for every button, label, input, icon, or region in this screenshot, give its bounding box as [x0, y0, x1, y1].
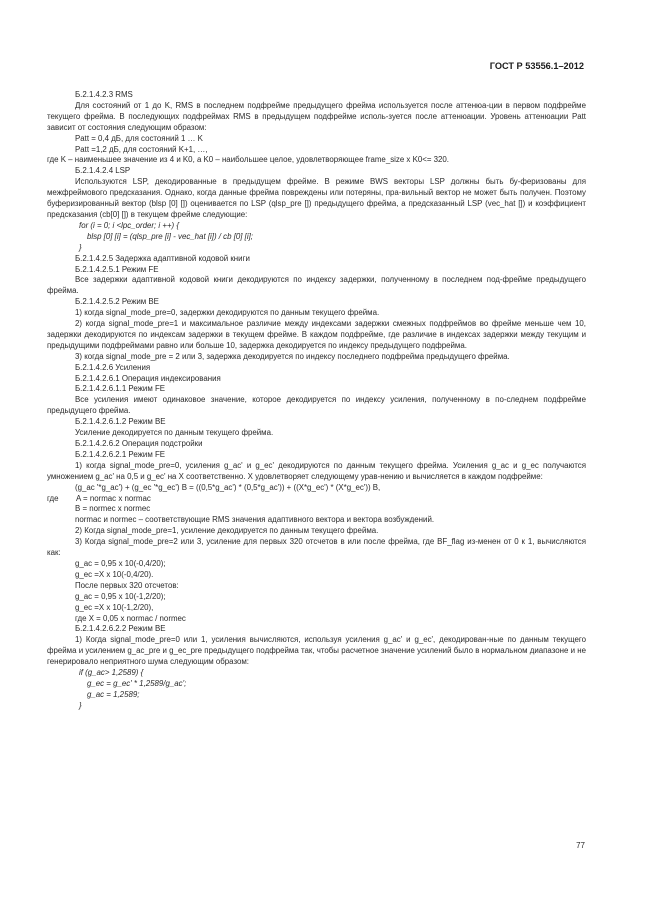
paragraph: Все усиления имеют одинаковое значение, которое декодируется по индексу усиления, полученному в по-следнем подфрейме предыдущего фрейма.: [47, 395, 586, 416]
paragraph: g_ac = 1,2589;: [87, 689, 140, 699]
paragraph: Б.2.1.4.2.4 LSP: [75, 166, 131, 176]
paragraph: 2) Когда signal_mode_pre=1, усиление декодируется по данным текущего фрейма.: [75, 526, 379, 536]
paragraph: }: [79, 242, 82, 252]
paragraph: Б.2.1.4.2.6.2.2 Режим BE: [75, 624, 166, 634]
paragraph: g_ec =X x 10(-1,2/20),: [75, 602, 154, 612]
paragraph: g_ac = 0,95 x 10(-1,2/20);: [75, 591, 166, 601]
document-body: [47, 90, 586, 712]
document-header: ГОСТ Р 53556.1–2012: [489, 61, 584, 71]
paragraph: 3) когда signal_mode_pre = 2 или 3, задержка декодируется по индексу последнего подфрейма предыдущего фрейма.: [75, 351, 510, 361]
paragraph: Б.2.1.4.2.5.2 Режим BE: [75, 297, 159, 307]
paragraph: 1) Когда signal_mode_pre=0 или 1, усиления вычисляются, используя усиления g_ac' и g_ec', декодирован-ные по данным текущего фрейма и усилением g_ac_pre и g_ec_pre предыдущего подфрейма так, чтобы расчетное значение усилений было в нормальном диапазоне и не генерировало неприятного шума следующим образом:: [47, 635, 586, 667]
paragraph: Б.2.1.4.2.3 RMS: [75, 90, 133, 99]
paragraph: Б.2.1.4.2.6.1 Операция индексирования: [75, 373, 221, 383]
page-number: 77: [576, 841, 585, 850]
paragraph: Б.2.1.4.2.5 Задержка адаптивной кодовой книги: [75, 253, 250, 263]
paragraph: g_ec =X x 10(-0,4/20).: [75, 569, 154, 579]
paragraph: if (g_ac> 1,2589) {: [79, 668, 144, 678]
paragraph: Усиление декодируется по данным текущего фрейма.: [75, 428, 274, 438]
paragraph: Для состояний от 1 до K, RMS в последнем подфрейме предыдущего фрейма используется после аттенюа-ции в первом подфрейме текущего фрейма. В последующих подфреймах RMS в предыдущем подфрейме исполь-зуется после аттенюации. Уровень аттенюации Patt зависит от состояния следующим образом:: [47, 100, 586, 132]
paragraph: 3) Когда signal_mode_pre=2 или 3, усиление для первых 320 отсчетов в или после фрейма, где BF_flag из-менен от 0 к 1, вычисляются как:: [47, 537, 586, 558]
paragraph: Б.2.1.4.2.5.1 Режим FE: [75, 264, 159, 274]
paragraph: g_ec = g_ec' * 1,2589/g_ac';: [87, 678, 187, 688]
paragraph: где K – наименьшее значение из 4 и K0, а K0 – наибольшее целое, удовлетворяющее frame_size x K0<= 320.: [47, 155, 449, 165]
paragraph: normac и normec – соответствующие RMS значения адаптивного вектора и вектора возбуждений.: [75, 515, 435, 525]
paragraph: Patt = 0,4 дБ, для состояний 1 … K: [75, 133, 203, 143]
paragraph: где X = 0,05 x normac / normec: [75, 613, 186, 623]
paragraph: Б.2.1.4.2.6.2 Операция подстройки: [75, 439, 203, 448]
paragraph: (g_ac '*g_ac') + (g_ec '*g_ec') B = ((0,5*g_ac') * (0,5*g_ac')) + ((X*g_ec') * (X*g_ec')) B,: [75, 482, 381, 492]
paragraph: Б.2.1.4.2.6.1.1 Режим FE: [75, 384, 166, 394]
paragraph-text: A = normac x normac: [76, 493, 151, 503]
paragraph: Используются LSP, декодированные в предыдущем фрейме. В режиме BWS векторы LSP должны быть бу-феризованы для межфреймового предсказания. Однако, когда данные фрейма повреждены или потеряны, пра-вильный вектор не может быть получен. Поэтому буферизированный вектор (blsp [0] []) оценивается по LSP (qlsp_pre []) предыдущего фрейма, а предсказанный LSP (vec_hat []) и коэффициент предсказания (cb[0] []) в текущем фрейме следующие:: [47, 177, 586, 219]
paragraph: 1) когда signal_mode_pre=0, усиления g_ac' и g_ec' декодируются по данным текущего фрейма. Усиления g_ac и g_ec получаются умножением g_ac' на 0,5 и g_ec' на X соответственно. X удовлетворяет следующему урав-нению и вычисляется в каждом подфрейме:: [47, 460, 586, 481]
paragraph: for (i = 0; i <lpc_order; i ++) {: [79, 220, 179, 230]
paragraph: }: [79, 700, 82, 710]
paragraph: [47, 494, 586, 505]
paragraph: Б.2.1.4.2.6.2.1 Режим FE: [75, 449, 166, 459]
paragraph: Б.2.1.4.2.6.1.2 Режим BE: [75, 417, 166, 427]
paragraph: 1) когда signal_mode_pre=0, задержки декодируются по данным текущего фрейма.: [75, 308, 380, 318]
paragraph: B = normec x normec: [75, 504, 151, 514]
paragraph: blsp [0] [i] = (qlsp_pre [i] - vec_hat [i]) / cb [0] [i];: [87, 231, 253, 241]
paragraph: После первых 320 отсчетов:: [75, 580, 179, 590]
paragraph: 2) когда signal_mode_pre=1 и максимальное различие между индексами задержки смежных подфреймов во фрейме меньше чем 10, задержки декодируются по индексам задержки в текущем фрейме. В каждом подфрейме, где различие в индексах задержки между текущим и предыдущими подфреймами равно или больше 10, задержка декодируется по индексу предыдущего подфрейма.: [47, 319, 586, 350]
where-label: где: [47, 493, 59, 503]
paragraph: Patt =1,2 дБ, для состояний K+1, …,: [75, 144, 208, 154]
paragraph: Все задержки адаптивной кодовой книги декодируются по индексу задержки, полученному в последнем под-фрейме предыдущего фрейма.: [47, 275, 586, 296]
paragraph: g_ac = 0,95 x 10(-0,4/20);: [75, 558, 166, 568]
paragraph: Б.2.1.4.2.6 Усиления: [75, 362, 151, 372]
